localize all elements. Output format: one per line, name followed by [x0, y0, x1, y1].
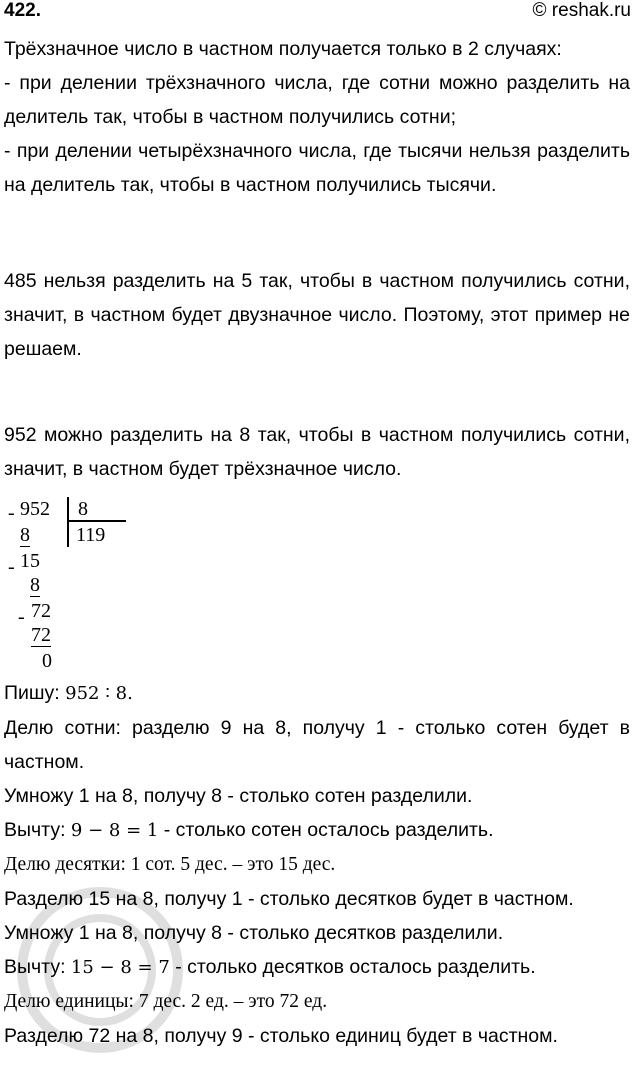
step-subtract-label: Вычту: [4, 819, 66, 841]
step-subtract-tens-expression: 15 − 8 = 7 [70, 957, 170, 978]
step-divide-hundreds: Делю сотни: разделю 9 на 8, получу 1 - столько сотен будет в частном. [4, 717, 630, 773]
dividend: 952 [20, 498, 50, 520]
header [0, 0, 635, 24]
step-write-expression: 952 ∶ 8. [65, 683, 133, 704]
step-write-label: Пишу: [4, 682, 60, 704]
intro-case-2: - при делении четырёхзначного числа, где тысячи нельзя разделить на делитель так, чтобы в частном получились тысячи. [4, 140, 630, 196]
remainder-2: 72 [31, 600, 51, 622]
step-divide-72: Разделю 72 на 8, получу 9 - столько единиц будет в частном. [4, 1025, 558, 1047]
step-multiply-tens: Умножу 1 на 8, получу 8 - столько десятков разделили. [4, 922, 504, 944]
division-vertical-line [67, 497, 69, 547]
step-subtract-expression: 9 − 8 = 1 [70, 820, 159, 841]
quotient: 119 [76, 524, 106, 546]
step-subtract-tens-label: Вычту: [4, 956, 66, 978]
watermark-logo [10, 880, 190, 1060]
step-divide-units: Делю единицы: 7 дес. 2 ед. – это 72 ед. [4, 991, 328, 1012]
case-952 [4, 418, 630, 486]
step-multiply-hundreds: Умножу 1 на 8, получу 8 - столько сотен разделили. [4, 785, 473, 807]
case-485 [4, 264, 630, 366]
step-subtract-tens-text: - столько десятков осталось разделить. [169, 956, 536, 978]
step-divide-tens: Делю десятки: 1 сот. 5 дес. – это 15 дес. [4, 854, 336, 875]
step-subtract-hundreds [4, 813, 630, 848]
step-subtract-text: - столько сотен осталось разделить. [158, 819, 494, 841]
remainder-1: 15 [20, 550, 40, 572]
case-952-text: 952 можно разделить на 8 так, чтобы в частном получились сотни, значит, в частном будет трёхзначное число. [4, 424, 630, 480]
minus-sign-1: - [8, 502, 15, 524]
site-credit: © reshak.ru [532, 0, 631, 21]
minus-sign-2: - [8, 556, 15, 578]
intro-case-1: - при делении трёхзначного числа, где сотни можно разделить на делитель так, чтобы в частном получились сотни; [4, 72, 630, 128]
step-divide-15: Разделю 15 на 8, получу 1 - столько десятков будет в частном. [4, 888, 574, 910]
remainder-final: 0 [42, 650, 52, 672]
exercise-number: 422. [4, 0, 41, 21]
minus-sign-3: - [18, 606, 25, 628]
subtrahend-3: 72 [31, 624, 51, 646]
division-horizontal-line [68, 520, 126, 522]
subtrahend-1: 8 [20, 524, 30, 546]
intro-line-1: Трёхзначное число в частном получается только в 2 случаях: [4, 38, 562, 60]
intro-block [4, 32, 630, 202]
subtrahend-2: 8 [30, 574, 40, 596]
case-485-text: 485 нельзя разделить на 5 так, чтобы в частном получились сотни, значит, в частном будет двузначное число. Поэтому, этот пример не решаем. [4, 270, 630, 360]
step-write [4, 676, 630, 711]
divisor: 8 [78, 498, 88, 520]
